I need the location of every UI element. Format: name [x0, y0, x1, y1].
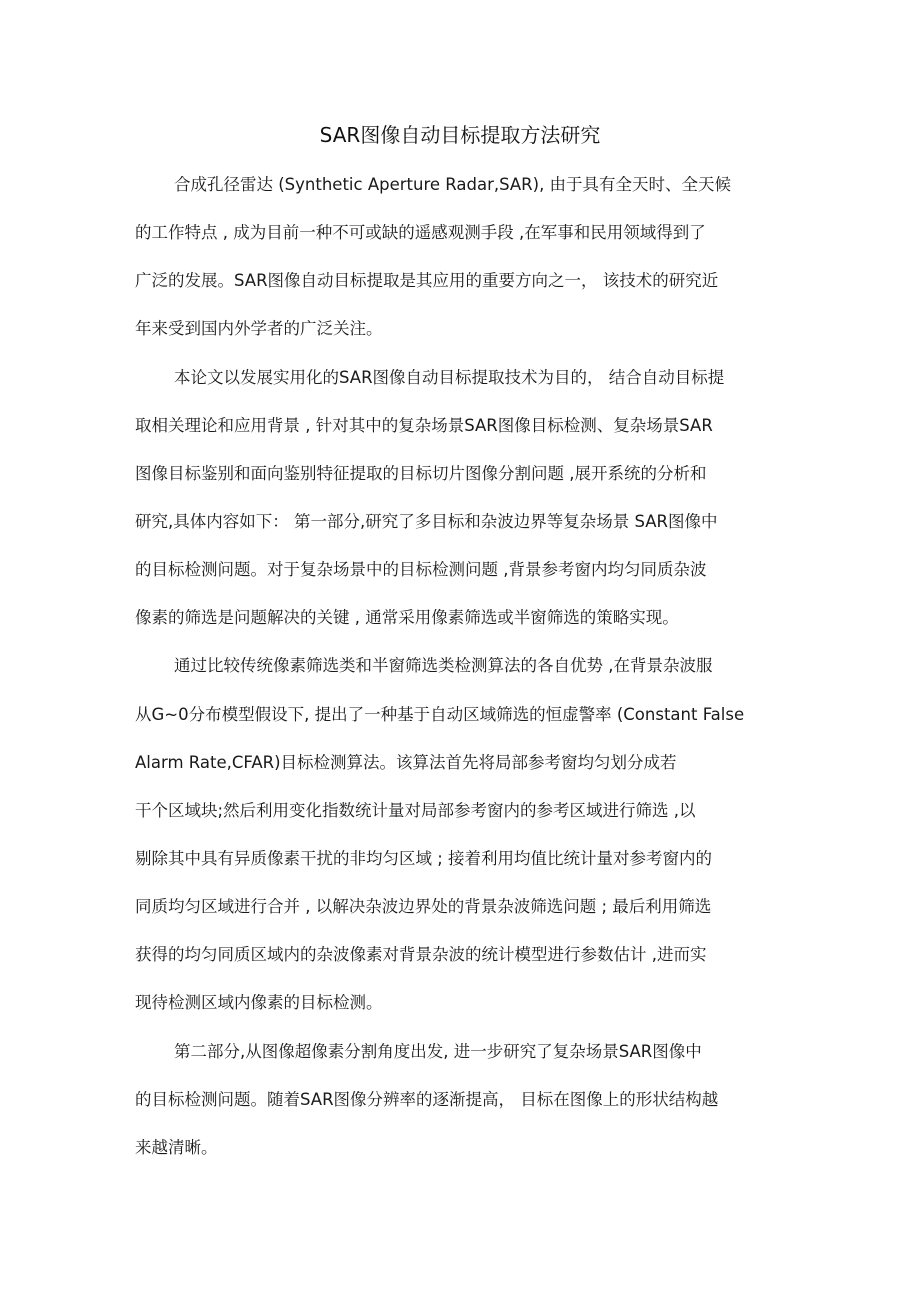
paragraph-1-line-1: 合成孔径雷达 (Synthetic Aperture Radar,SAR), 由于具有全天时、全天候 — [174, 175, 732, 194]
paragraph-1-line-3: 广泛的发展。SAR图像自动目标提取是其应用的重要方向之一， 该技术的研究近 — [135, 271, 719, 290]
paragraph-2-line-4: 研究,具体内容如下： 第一部分,研究了多目标和杂波边界等复杂场景 SAR图像中 — [135, 512, 718, 531]
paragraph-2-line-1: 本论文以发展实用化的SAR图像自动目标提取技术为目的， 结合自动目标提 — [174, 368, 725, 387]
paragraph-2-line-3: 图像目标鉴别和面向鉴别特征提取的目标切片图像分割问题 ,展开系统的分析和 — [135, 464, 707, 483]
paragraph-3-line-4: 干个区域块;然后利用变化指数统计量对局部参考窗内的参考区域进行筛选 ,以 — [135, 801, 696, 820]
paragraph-4-line-2: 的目标检测问题。随着SAR图像分辨率的逐渐提高， 目标在图像上的形状结构越 — [135, 1090, 719, 1109]
paragraph-3-line-2: 从G~0分布模型假设下, 提出了一种基于自动区域筛选的恒虚警率 (Constant False — [135, 705, 745, 724]
paragraph-3-line-3: Alarm Rate,CFAR)目标检测算法。该算法首先将局部参考窗均匀划分成若 — [135, 753, 677, 772]
paragraph-2-line-6: 像素的筛选是问题解决的关键 , 通常采用像素筛选或半窗筛选的策略实现。 — [135, 608, 679, 627]
page-title: SAR图像自动目标提取方法研究 — [319, 123, 601, 147]
paragraph-4-line-3: 来越清晰。 — [135, 1138, 218, 1157]
paragraph-3-line-6: 同质均匀区域进行合并 , 以解决杂波边界处的背景杂波筛选问题 ; 最后利用筛选 — [135, 897, 712, 916]
paragraph-2-line-5: 的目标检测问题。对于复杂场景中的目标检测问题 ,背景参考窗内均匀同质杂波 — [135, 560, 707, 579]
paragraph-3-line-5: 剔除其中具有异质像素干扰的非均匀区域 ; 接着利用均值比统计量对参考窗内的 — [135, 849, 713, 868]
paragraph-2-line-2: 取相关理论和应用背景 , 针对其中的复杂场景SAR图像目标检测、复杂场景SAR — [135, 416, 713, 435]
paragraph-3-line-1: 通过比较传统像素筛选类和半窗筛选类检测算法的各自优势 ,在背景杂波服 — [174, 656, 713, 675]
paragraph-1-line-4: 年来受到国内外学者的广泛关注。 — [135, 319, 383, 338]
paragraph-3-line-8: 现待检测区域内像素的目标检测。 — [135, 993, 383, 1012]
paragraph-3-line-7: 获得的均匀同质区域内的杂波像素对背景杂波的统计模型进行参数估计 ,进而实 — [135, 945, 707, 964]
paragraph-1-line-2: 的工作特点 , 成为目前一种不可或缺的遥感观测手段 ,在军事和民用领域得到了 — [135, 223, 706, 242]
paragraph-4-line-1: 第二部分,从图像超像素分割角度出发, 进一步研究了复杂场景SAR图像中 — [174, 1042, 702, 1061]
